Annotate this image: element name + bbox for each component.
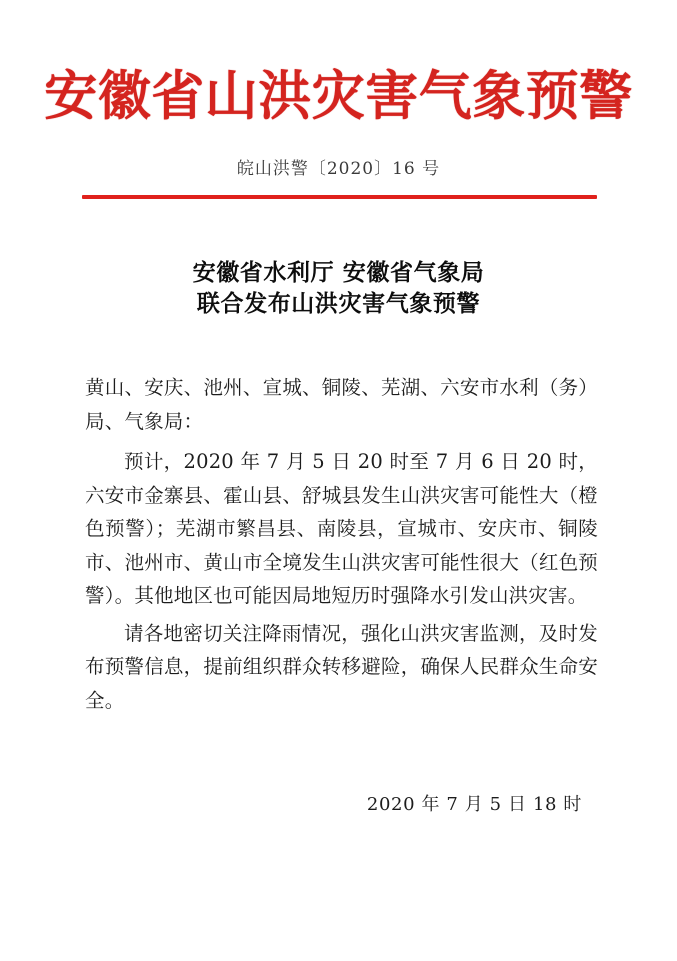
issuer-heading [0, 258, 677, 320]
red-divider-rule [82, 195, 597, 199]
body-paragraph-1: 预计，2020 年 7 月 5 日 20 时至 7 月 6 日 20 时，六安市金寨县、霍山县、舒城县发生山洪灾害可能性大（橙色预警）；芜湖市繁昌县、南陵县，宣城市、安庆市、铜陵市、池州市、黄山市全境发生山洪灾害可能性很大（红色预警）。其他地区也可能因局地短历时强降水引发山洪灾害。 [85, 450, 598, 607]
document-body [85, 371, 598, 721]
issuer-heading-line-2: 联合发布山洪灾害气象预警 [196, 291, 481, 317]
document-title: 安徽省山洪灾害气象预警 [44, 65, 633, 127]
addressee-line: 黄山、安庆、池州、宣城、铜陵、芜湖、六安市水利（务）局、气象局： [85, 376, 598, 433]
issuer-heading-line-1: 安徽省水利厅 安徽省气象局 [192, 260, 485, 286]
signature-date: 2020 年 7 月 5 日 18 时 [366, 794, 582, 815]
document-serial-number: 皖山洪警〔2020〕16 号 [236, 159, 441, 179]
body-paragraph-2: 请各地密切关注降雨情况，强化山洪灾害监测，及时发布预警信息，提前组织群众转移避险，确保人民群众生命安全。 [85, 621, 598, 712]
